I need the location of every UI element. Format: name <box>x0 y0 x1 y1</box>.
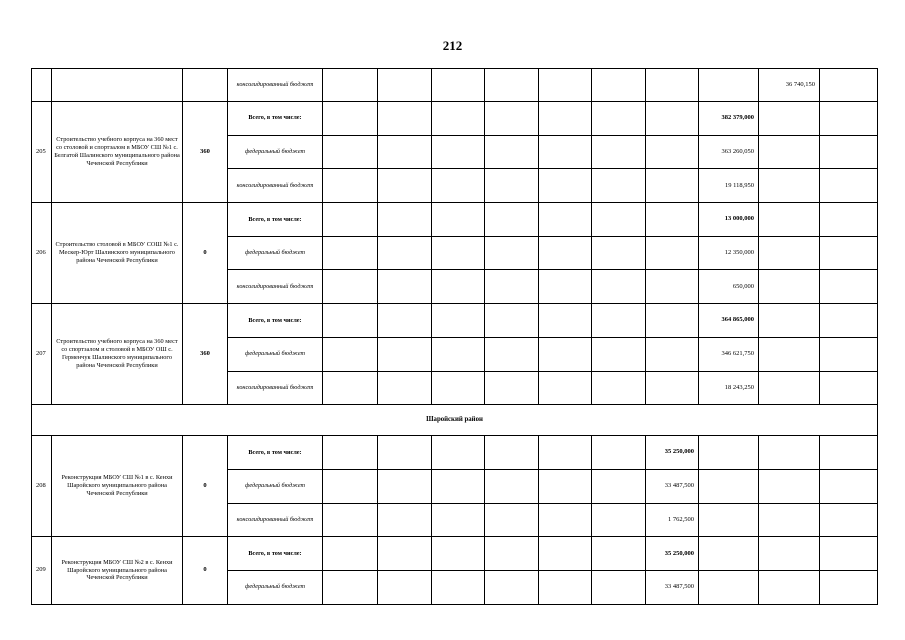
cell-amount <box>592 203 646 237</box>
cell-source: консолидированный бюджет <box>228 371 323 405</box>
cell-name: Реконструкция МБОУ СШ №1 в с. Кенхи Шаройского муниципального района Чеченской Республики <box>52 436 183 537</box>
cell-amount: 13 000,000 <box>699 203 759 237</box>
cell-amount <box>759 469 820 503</box>
cell-amount <box>485 169 539 203</box>
cell-amount <box>820 135 878 169</box>
cell-capacity: 0 <box>183 436 228 537</box>
cell-amount: 19 118,950 <box>699 169 759 203</box>
cell-source: Всего, в том числе: <box>228 436 323 470</box>
cell-amount <box>646 337 699 371</box>
cell-amount <box>539 270 592 304</box>
cell-amount <box>485 503 539 537</box>
cell-source: консолидированный бюджет <box>228 169 323 203</box>
cell-source: консолидированный бюджет <box>228 503 323 537</box>
cell-amount <box>592 436 646 470</box>
cell-amount <box>485 135 539 169</box>
cell-amount <box>432 537 485 571</box>
table-row <box>32 203 878 237</box>
cell-amount <box>323 304 378 338</box>
cell-source: федеральный бюджет <box>228 135 323 169</box>
cell-amount <box>820 537 878 571</box>
cell-amount <box>432 570 485 604</box>
cell-amount <box>323 537 378 571</box>
cell-amount <box>323 102 378 136</box>
cell-amount: 364 865,000 <box>699 304 759 338</box>
cell-amount <box>539 337 592 371</box>
cell-amount: 1 762,500 <box>646 503 699 537</box>
cell-name: Строительство учебного корпуса на 360 мест со столовой и спортзалом в МБОУ СШ №1 с. Белгатой Шалинского муниципального района Чеченской Республики <box>52 102 183 203</box>
cell-amount: 382 379,000 <box>699 102 759 136</box>
cell-amount <box>378 304 432 338</box>
cell-seq: 206 <box>32 203 52 304</box>
cell-amount <box>592 135 646 169</box>
cell-amount: 35 250,000 <box>646 436 699 470</box>
cell-amount <box>378 236 432 270</box>
cell-amount <box>592 69 646 102</box>
district-row <box>32 405 878 436</box>
cell-amount <box>432 270 485 304</box>
cell-amount <box>646 371 699 405</box>
cell-amount <box>820 469 878 503</box>
cell-amount <box>539 436 592 470</box>
cell-amount <box>759 304 820 338</box>
cell-amount <box>646 169 699 203</box>
cell-amount <box>485 203 539 237</box>
cell-amount <box>759 503 820 537</box>
cell-capacity: 360 <box>183 102 228 203</box>
cell-source: Всего, в том числе: <box>228 537 323 571</box>
cell-amount: 18 243,250 <box>699 371 759 405</box>
cell-amount <box>759 371 820 405</box>
cell-amount <box>378 371 432 405</box>
cell-amount <box>323 69 378 102</box>
cell-amount <box>432 304 485 338</box>
cell-capacity: 360 <box>183 304 228 405</box>
cell-amount <box>485 337 539 371</box>
table-row <box>32 102 878 136</box>
cell-amount: 36 740,150 <box>759 69 820 102</box>
cell-amount <box>820 570 878 604</box>
cell-amount <box>485 69 539 102</box>
cell-source: Всего, в том числе: <box>228 304 323 338</box>
cell-seq: 205 <box>32 102 52 203</box>
table-row <box>32 537 878 571</box>
cell-amount <box>323 570 378 604</box>
cell-amount <box>432 236 485 270</box>
cell-amount <box>539 102 592 136</box>
cell-amount <box>592 337 646 371</box>
cell-name <box>52 69 183 102</box>
cell-amount <box>539 203 592 237</box>
cell-amount <box>759 337 820 371</box>
cell-amount <box>820 304 878 338</box>
cell-amount <box>539 570 592 604</box>
cell-amount <box>592 371 646 405</box>
cell-amount <box>378 69 432 102</box>
cell-amount <box>820 203 878 237</box>
cell-amount <box>699 537 759 571</box>
cell-amount <box>432 102 485 136</box>
cell-amount <box>323 371 378 405</box>
cell-amount <box>323 270 378 304</box>
cell-amount <box>539 469 592 503</box>
cell-amount <box>759 270 820 304</box>
table-body <box>32 69 878 605</box>
cell-source: федеральный бюджет <box>228 337 323 371</box>
cell-amount <box>592 102 646 136</box>
cell-source: федеральный бюджет <box>228 570 323 604</box>
cell-amount <box>485 236 539 270</box>
cell-amount <box>539 371 592 405</box>
cell-amount <box>699 503 759 537</box>
cell-amount <box>378 135 432 169</box>
cell-amount <box>592 236 646 270</box>
cell-amount <box>323 503 378 537</box>
cell-amount <box>646 135 699 169</box>
cell-amount <box>539 236 592 270</box>
cell-amount <box>323 469 378 503</box>
table-row <box>32 304 878 338</box>
cell-amount <box>759 169 820 203</box>
cell-source: консолидированный бюджет <box>228 69 323 102</box>
cell-amount <box>759 135 820 169</box>
cell-capacity <box>183 69 228 102</box>
cell-amount <box>485 469 539 503</box>
cell-amount: 33 487,500 <box>646 570 699 604</box>
cell-amount <box>699 469 759 503</box>
cell-capacity: 0 <box>183 537 228 604</box>
cell-amount <box>485 436 539 470</box>
cell-amount <box>646 102 699 136</box>
cell-amount <box>323 337 378 371</box>
cell-amount <box>323 169 378 203</box>
cell-amount <box>485 102 539 136</box>
cell-amount <box>378 436 432 470</box>
cell-amount <box>378 503 432 537</box>
cell-amount <box>646 69 699 102</box>
cell-amount <box>646 236 699 270</box>
cell-amount <box>592 304 646 338</box>
cell-amount <box>539 304 592 338</box>
cell-amount: 35 250,000 <box>646 537 699 571</box>
cell-seq: 209 <box>32 537 52 604</box>
cell-source: Всего, в том числе: <box>228 102 323 136</box>
cell-amount: 363 260,050 <box>699 135 759 169</box>
cell-amount <box>759 436 820 470</box>
cell-amount <box>539 503 592 537</box>
cell-amount <box>646 270 699 304</box>
cell-amount <box>432 135 485 169</box>
cell-amount <box>485 537 539 571</box>
district-title: Шаройский район <box>32 405 878 436</box>
cell-source: Всего, в том числе: <box>228 203 323 237</box>
cell-amount <box>592 537 646 571</box>
cell-amount <box>592 469 646 503</box>
table-row-continuation <box>32 69 878 102</box>
cell-amount <box>592 503 646 537</box>
cell-amount <box>646 304 699 338</box>
cell-amount <box>323 135 378 169</box>
cell-source: консолидированный бюджет <box>228 270 323 304</box>
cell-amount <box>539 169 592 203</box>
cell-amount <box>432 69 485 102</box>
cell-amount <box>759 236 820 270</box>
cell-source: федеральный бюджет <box>228 236 323 270</box>
cell-amount <box>592 169 646 203</box>
cell-amount <box>820 371 878 405</box>
cell-seq: 207 <box>32 304 52 405</box>
cell-amount <box>759 537 820 571</box>
cell-seq: 208 <box>32 436 52 537</box>
cell-amount <box>759 570 820 604</box>
cell-source: федеральный бюджет <box>228 469 323 503</box>
cell-amount <box>485 570 539 604</box>
cell-capacity: 0 <box>183 203 228 304</box>
cell-amount <box>539 135 592 169</box>
cell-amount <box>820 270 878 304</box>
cell-amount <box>820 102 878 136</box>
cell-name: Строительство учебного корпуса на 360 мест со спортзалом и столовой в МБОУ ОШ с. Герменчук Шалинского муниципального района Чеченской Республики <box>52 304 183 405</box>
cell-amount <box>432 371 485 405</box>
cell-amount <box>820 337 878 371</box>
cell-amount <box>592 570 646 604</box>
cell-amount <box>323 436 378 470</box>
cell-amount <box>378 203 432 237</box>
cell-amount <box>592 270 646 304</box>
cell-amount <box>378 537 432 571</box>
cell-amount <box>323 236 378 270</box>
cell-amount <box>699 69 759 102</box>
cell-amount <box>485 304 539 338</box>
cell-amount <box>699 570 759 604</box>
cell-amount <box>485 371 539 405</box>
cell-amount <box>323 203 378 237</box>
cell-name: Реконструкция МБОУ СШ №2 в с. Кенхи Шаройского муниципального района Чеченской Республики <box>52 537 183 604</box>
cell-amount <box>378 270 432 304</box>
table-row <box>32 436 878 470</box>
cell-amount: 346 621,750 <box>699 337 759 371</box>
cell-amount <box>432 436 485 470</box>
cell-amount <box>432 469 485 503</box>
cell-amount <box>378 169 432 203</box>
cell-amount <box>820 503 878 537</box>
cell-name: Строительство столовой в МБОУ СОШ №1 с. Мескер-Юрт Шалинского муниципального района Чеченской Республики <box>52 203 183 304</box>
cell-amount <box>539 69 592 102</box>
cell-amount <box>699 436 759 470</box>
cell-amount: 33 487,500 <box>646 469 699 503</box>
cell-amount <box>820 69 878 102</box>
cell-amount <box>378 570 432 604</box>
cell-amount <box>432 203 485 237</box>
page-number: 212 <box>442 38 463 53</box>
cell-amount <box>646 203 699 237</box>
cell-amount <box>820 169 878 203</box>
cell-amount <box>378 469 432 503</box>
cell-amount <box>539 537 592 571</box>
cell-amount <box>820 436 878 470</box>
cell-amount <box>432 169 485 203</box>
funding-table <box>31 68 878 605</box>
cell-amount <box>432 337 485 371</box>
cell-amount: 650,000 <box>699 270 759 304</box>
cell-amount <box>378 102 432 136</box>
cell-amount <box>820 236 878 270</box>
cell-seq <box>32 69 52 102</box>
cell-amount <box>759 102 820 136</box>
cell-amount <box>759 203 820 237</box>
cell-amount: 12 350,000 <box>699 236 759 270</box>
cell-amount <box>432 503 485 537</box>
cell-amount <box>485 270 539 304</box>
cell-amount <box>378 337 432 371</box>
